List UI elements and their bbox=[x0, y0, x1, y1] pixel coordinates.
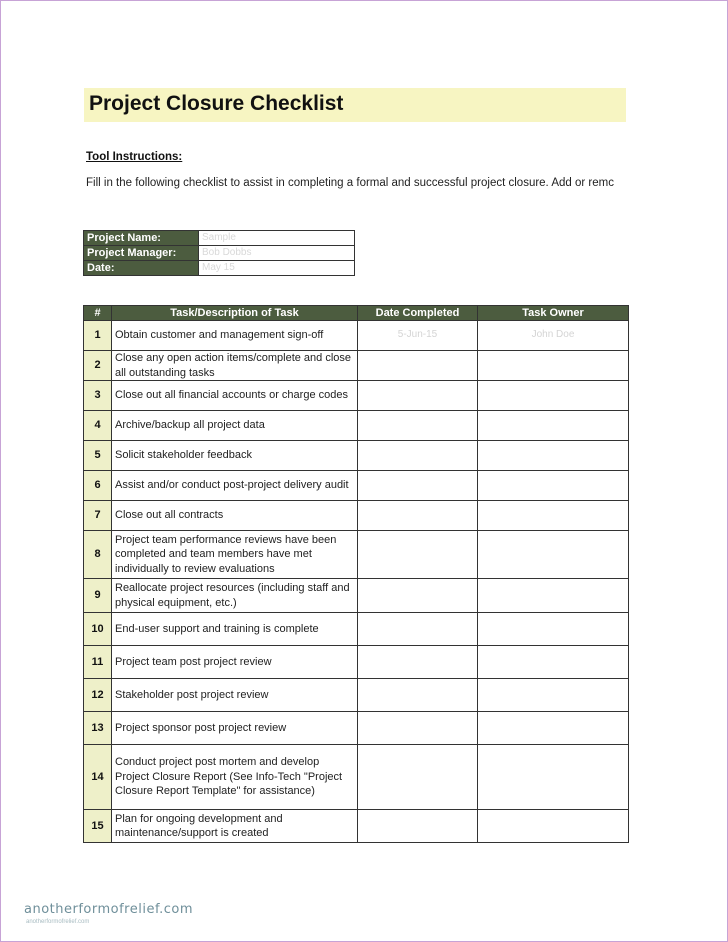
task-owner-cell[interactable] bbox=[478, 501, 629, 531]
row-number: 14 bbox=[84, 745, 112, 810]
task-owner-cell[interactable] bbox=[478, 810, 629, 843]
row-number: 3 bbox=[84, 381, 112, 411]
row-number: 5 bbox=[84, 441, 112, 471]
project-name-label: Project Name: bbox=[84, 231, 199, 246]
table-row bbox=[84, 441, 629, 471]
date-value[interactable]: May 15 bbox=[199, 261, 355, 276]
task-description: Reallocate project resources (including staff and physical equipment, etc.) bbox=[112, 579, 358, 613]
task-owner-cell[interactable] bbox=[478, 411, 629, 441]
row-number: 15 bbox=[84, 810, 112, 843]
row-number: 2 bbox=[84, 351, 112, 381]
date-completed-cell[interactable] bbox=[358, 351, 478, 381]
row-number: 6 bbox=[84, 471, 112, 501]
date-completed-cell[interactable] bbox=[358, 471, 478, 501]
task-description: Archive/backup all project data bbox=[112, 411, 358, 441]
table-row bbox=[84, 501, 629, 531]
row-number: 8 bbox=[84, 531, 112, 579]
date-completed-cell[interactable] bbox=[358, 613, 478, 646]
date-completed-cell[interactable] bbox=[358, 441, 478, 471]
row-number: 10 bbox=[84, 613, 112, 646]
task-owner-cell[interactable] bbox=[478, 745, 629, 810]
table-row bbox=[84, 531, 629, 579]
table-row bbox=[84, 471, 629, 501]
watermark-site: anotherformofrelief.com bbox=[24, 902, 193, 917]
project-name-value[interactable]: Sample bbox=[199, 231, 355, 246]
checklist-body bbox=[84, 321, 629, 843]
row-number: 13 bbox=[84, 712, 112, 745]
table-row bbox=[84, 381, 629, 411]
watermark-sub: anotherformofrelief.com bbox=[26, 919, 90, 925]
task-owner-cell[interactable] bbox=[478, 679, 629, 712]
row-number: 12 bbox=[84, 679, 112, 712]
task-owner-cell[interactable] bbox=[478, 531, 629, 579]
instructions-text: Fill in the following checklist to assist in completing a formal and successful project closure. Add or remc bbox=[86, 177, 614, 189]
date-completed-cell[interactable] bbox=[358, 679, 478, 712]
page-title: Project Closure Checklist bbox=[89, 92, 344, 115]
task-description: End-user support and training is complete bbox=[112, 613, 358, 646]
date-completed-cell[interactable]: 5-Jun-15 bbox=[358, 321, 478, 351]
row-number: 1 bbox=[84, 321, 112, 351]
date-completed-cell[interactable] bbox=[358, 745, 478, 810]
project-manager-label: Project Manager: bbox=[84, 246, 199, 261]
date-row bbox=[84, 261, 355, 276]
task-description: Project team performance reviews have been completed and team members have met individually to review evaluations bbox=[112, 531, 358, 579]
task-owner-cell[interactable] bbox=[478, 471, 629, 501]
task-owner-cell[interactable] bbox=[478, 712, 629, 745]
date-completed-cell[interactable] bbox=[358, 531, 478, 579]
row-number: 11 bbox=[84, 646, 112, 679]
task-description: Solicit stakeholder feedback bbox=[112, 441, 358, 471]
date-completed-cell[interactable] bbox=[358, 810, 478, 843]
table-row bbox=[84, 579, 629, 613]
task-description: Assist and/or conduct post-project delivery audit bbox=[112, 471, 358, 501]
task-owner-cell[interactable]: John Doe bbox=[478, 321, 629, 351]
table-row bbox=[84, 712, 629, 745]
task-description: Close out all financial accounts or charge codes bbox=[112, 381, 358, 411]
task-owner-cell[interactable] bbox=[478, 613, 629, 646]
table-row bbox=[84, 646, 629, 679]
project-manager-value[interactable]: Bob Dobbs bbox=[199, 246, 355, 261]
col-header-number: # bbox=[84, 306, 112, 321]
table-row bbox=[84, 613, 629, 646]
row-number: 4 bbox=[84, 411, 112, 441]
date-completed-cell[interactable] bbox=[358, 712, 478, 745]
table-row bbox=[84, 411, 629, 441]
date-label: Date: bbox=[84, 261, 199, 276]
checklist-table bbox=[83, 305, 629, 843]
task-description: Conduct project post mortem and develop Project Closure Report (See Info-Tech "Project Closure Report Template" for assistance) bbox=[112, 745, 358, 810]
task-description: Close out all contracts bbox=[112, 501, 358, 531]
task-description: Project sponsor post project review bbox=[112, 712, 358, 745]
col-header-task-owner: Task Owner bbox=[478, 306, 629, 321]
checklist-header-row bbox=[84, 306, 629, 321]
row-number: 9 bbox=[84, 579, 112, 613]
col-header-task: Task/Description of Task bbox=[112, 306, 358, 321]
task-owner-cell[interactable] bbox=[478, 381, 629, 411]
table-row bbox=[84, 679, 629, 712]
table-row bbox=[84, 810, 629, 843]
date-completed-cell[interactable] bbox=[358, 501, 478, 531]
task-owner-cell[interactable] bbox=[478, 351, 629, 381]
date-completed-cell[interactable] bbox=[358, 579, 478, 613]
task-owner-cell[interactable] bbox=[478, 441, 629, 471]
project-manager-row bbox=[84, 246, 355, 261]
date-completed-cell[interactable] bbox=[358, 646, 478, 679]
project-info-table bbox=[83, 230, 355, 276]
table-row bbox=[84, 351, 629, 381]
table-row bbox=[84, 745, 629, 810]
task-owner-cell[interactable] bbox=[478, 579, 629, 613]
row-number: 7 bbox=[84, 501, 112, 531]
task-description: Stakeholder post project review bbox=[112, 679, 358, 712]
task-description: Plan for ongoing development and maintenance/support is created bbox=[112, 810, 358, 843]
date-completed-cell[interactable] bbox=[358, 411, 478, 441]
col-header-date-completed: Date Completed bbox=[358, 306, 478, 321]
instructions-heading: Tool Instructions: bbox=[86, 151, 183, 163]
task-description: Close any open action items/complete and close all outstanding tasks bbox=[112, 351, 358, 381]
table-row bbox=[84, 321, 629, 351]
date-completed-cell[interactable] bbox=[358, 381, 478, 411]
task-description: Project team post project review bbox=[112, 646, 358, 679]
task-description: Obtain customer and management sign-off bbox=[112, 321, 358, 351]
task-owner-cell[interactable] bbox=[478, 646, 629, 679]
project-name-row bbox=[84, 231, 355, 246]
